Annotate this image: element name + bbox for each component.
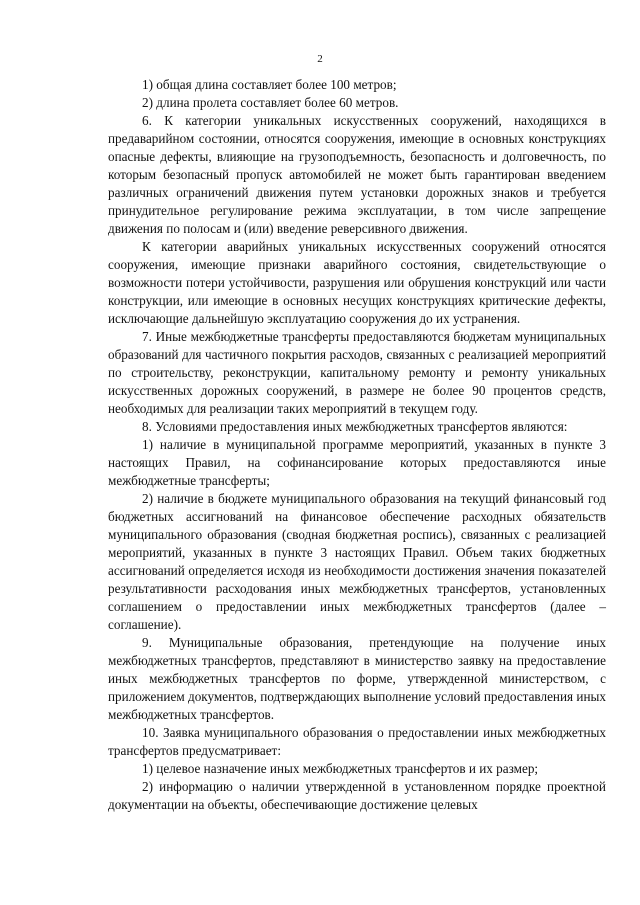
- paragraph-10-item-1: 1) целевое назначение иных межбюджетных трансфертов и их размер;: [142, 761, 539, 776]
- paragraph-7: 7. Иные межбюджетные трансферты предоставляются бюджетам муниципальных образований для частичного покрытия расходов, связанных с реализацией мероприятий по строительству, реконструкции, капитальному ремонту и ремонту уникальных искусственных дорожных сооружений, в размере не более 90 процентов средств, необходимых для реализации таких мероприятий в текущем году.: [108, 329, 606, 416]
- page-number: 2: [317, 53, 323, 65]
- paragraph-8-item-1: 1) наличие в муниципальной программе мероприятий, указанных в пункте 3 настоящих Правил, на софинансирование которых предоставляются иные межбюджетные трансферты;: [108, 437, 606, 488]
- paragraph-8: 8. Условиями предоставления иных межбюджетных трансфертов являются:: [142, 419, 568, 434]
- paragraph-6-emergency: К категории аварийных уникальных искусственных сооружений относятся сооружения, имеющие признаки аварийного состояния, свидетельствующие о возможности потери устойчивости, разрушения или обрушения конструкций или части конструкции, или имеющие в основных несущих конструкциях критические дефекты, исключающие дальнейшую эксплуатацию сооружения до их устранения.: [108, 239, 606, 326]
- paragraph-1-item-1: 1) общая длина составляет более 100 метров;: [142, 77, 397, 92]
- paragraph-8-item-2: 2) наличие в бюджете муниципального образования на текущий финансовый год бюджетных ассигнований на финансовое обеспечение расходных обязательств муниципального образования (сводная бюджетная роспись), связанных с реализацией мероприятий, указанных в пункте 3 настоящих Правил. Объем таких бюджетных ассигнований определяется исходя из необходимости достижения значения показателей результативности расходования иных межбюджетных трансфертов, установленных соглашением о предоставлении иных межбюджетных трансфертов (далее – соглашение).: [108, 491, 606, 632]
- paragraph-9: 9. Муниципальные образования, претендующие на получение иных межбюджетных трансфертов, представляют в министерство заявку на предоставление иных межбюджетных трансфертов по форме, утвержденной министерством, с приложением документов, подтверждающих выполнение условий предоставления иных межбюджетных трансфертов.: [108, 635, 606, 722]
- paragraph-10: 10. Заявка муниципального образования о предоставлении иных межбюджетных трансфертов предусматривает:: [108, 725, 606, 758]
- paragraph-10-item-2: 2) информацию о наличии утвержденной в установленном порядке проектной документации на объекты, обеспечивающие достижение целевых: [108, 779, 606, 812]
- document-body: [108, 76, 606, 814]
- paragraph-1-item-2: 2) длина пролета составляет более 60 метров.: [142, 95, 399, 110]
- paragraph-6: 6. К категории уникальных искусственных сооружений, находящихся в предаварийном состоянии, относятся сооружения, имеющие в основных конструкциях опасные дефекты, влияющие на грузоподъемность, безопасность и долговечность, по которым безопасный пропуск автомобилей не может быть гарантирован введением различных ограничений движения путем установки дорожных знаков и требуется принудительное регулирование режима эксплуатации, в том числе запрещение движения по полосам и (или) введение реверсивного движения.: [108, 113, 606, 236]
